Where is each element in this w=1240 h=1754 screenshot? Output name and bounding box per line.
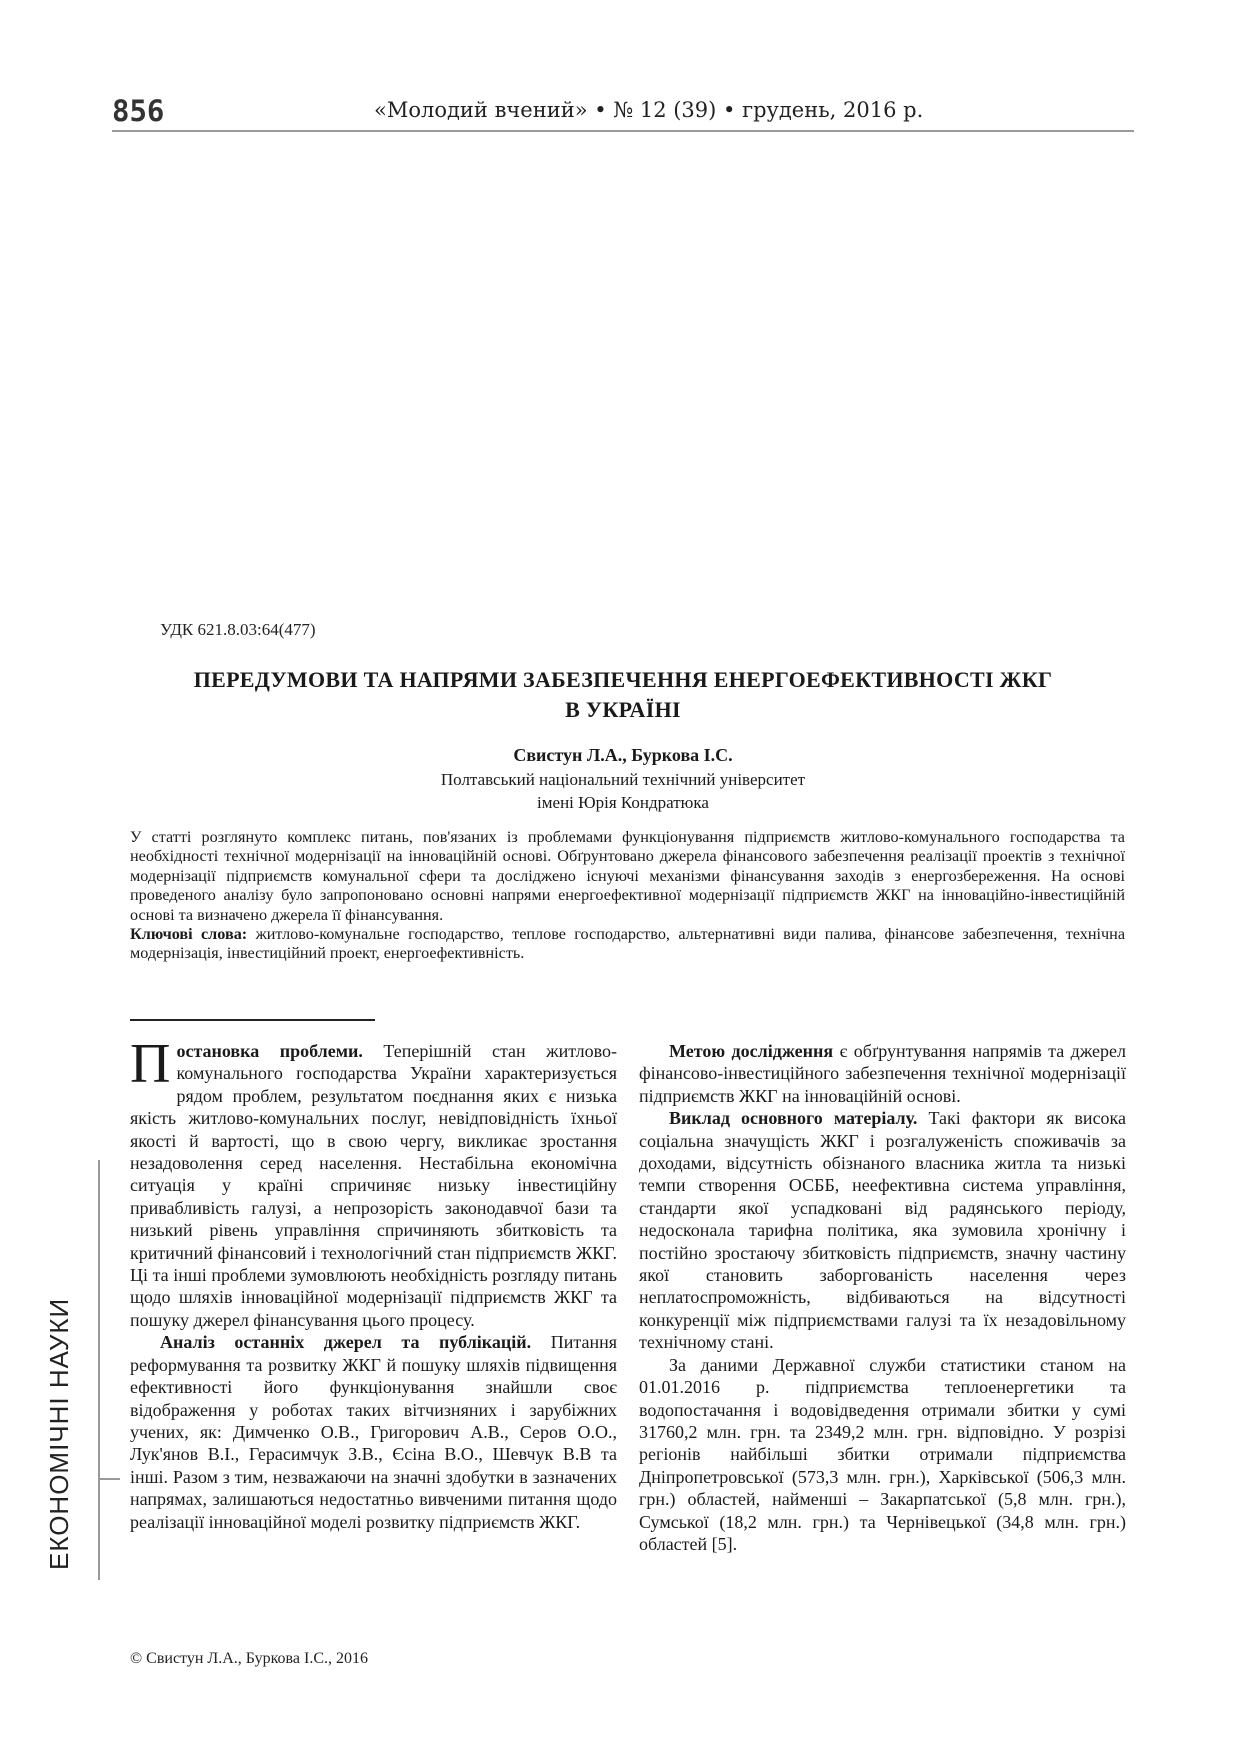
paragraph-text: є обґрунтування напрямів та джерел фінансово-інвестиційного забезпечення технічної модернізації підприємств ЖКГ на інноваційній основі.	[639, 1041, 1127, 1106]
section-label: ЕКОНОМІЧНІ НАУКИ	[44, 1297, 74, 1570]
udk-code: УДК 621.8.03:64(477)	[160, 620, 316, 639]
affiliation-line-2: імені Юрія Кондратюка	[537, 793, 709, 812]
paragraph-problem	[130, 1033, 617, 1331]
paragraph-literature	[130, 1331, 617, 1533]
paragraph-heading: остановка проблеми.	[176, 1041, 363, 1061]
affiliation-line-1: Полтавський національний технічний університет	[440, 770, 806, 789]
paragraph-text: Такі фактори як висока соціальна значущість ЖКГ і розгалуженість споживачів за доходами, відсутність обізнаного власника житла та низькі темпи створення ОСББ, неефективна система управління, стандарти якої успадковані від радянського періоду, недосконала тарифна політика, яка зумовила хронічну і постійно зростаючу збитковість підприємств, значну частину якої становить заборгованість населення через неплатоспроможність, відбиваються на відсутності конкуренції між підприємствами галузі та їх незадовільному технічному стані.	[639, 1108, 1127, 1353]
paragraph-aim	[639, 1040, 1126, 1107]
right-column	[639, 1040, 1126, 1555]
keywords-text: житлово-комунальне господарство, теплове господарство, альтернативні види палива, фінансове забезпечення, технічна модернізація, інвестиційний проект, енергоефективність.	[130, 925, 1126, 963]
paragraph-heading: Метою дослідження	[669, 1041, 834, 1061]
paragraph-heading: Виклад основного матеріалу.	[669, 1108, 918, 1129]
title-line-2: В УКРАЇНІ	[565, 697, 681, 722]
abstract-text: У статті розглянуто комплекс питань, пов'язаних із проблемами функціонування підприємств житлово-комунального господарства та необхідності технічної модернізації на інноваційній основі. Обґрунтовано джерела фінансового забезпечення реалізації проектів з технічної модернізації підприємств комунальної сфери та досліджено існуючі механізми фінансування заходів з енергозбереження. На основі проведеного аналізу було запропоновано основні напрями енергоефективної модернізації підприємств ЖКГ на інноваційно-інвестиційній основі та визначено джерела її фінансування.	[130, 828, 1125, 924]
paragraph-heading: Аналіз останніх джерел та публікацій.	[160, 1332, 532, 1353]
article-title	[112, 665, 1134, 725]
sidebar-line	[98, 1160, 100, 1580]
page-header	[112, 94, 1134, 132]
paragraph-main	[639, 1107, 1126, 1353]
affiliation	[112, 768, 1134, 814]
section-divider	[130, 1019, 375, 1021]
paragraph-text: Теперішній стан житлово-комунального господарства України характеризується рядом проблем, результатом поєднання яких є низька якість житлово-комунальних послуг, невідповідність їхньої якості й вартості, що в свою чергу, викликає зростання незадоволення серед населення. Нестабільна економічна ситуація у країні спричиняє низьку інвестиційну привабливість галузі, а непрозорість законодавчої бази та низький рівень управління спричиняють збитковість та критичний фінансовий і технологічний стан підприємств ЖКГ. Ці та інші проблеми зумовлюють необхідність розгляду питань щодо шляхів інноваційної модернізації підприємств ЖКГ та пошуку джерел фінансування цього процесу.	[130, 1041, 617, 1330]
authors: Свистун Л.А., Буркова І.С.	[513, 745, 733, 765]
title-line-1: ПЕРЕДУМОВИ ТА НАПРЯМИ ЗАБЕЗПЕЧЕННЯ ЕНЕРГОЕФЕКТИВНОСТІ ЖКГ	[193, 667, 1053, 692]
abstract	[130, 828, 1125, 964]
paragraph-statistics: За даними Державної служби статистики станом на 01.01.2016 р. підприємства теплоенергетики та водопостачання і водовідведення отримали збитки у сумі 31760,2 млн. грн. та 2349,2 млн. грн. відповідно. У розрізі регіонів найбільші збитки отримали підприємства Дніпропетровської (573,3 млн. грн.), Харківської (506,3 млн. грн.) областей, найменші – Закарпатської (5,8 млн. грн.), Сумської (18,2 млн. грн.) та Чернівецької (34,8 млн. грн.) областей [5].	[639, 1354, 1126, 1554]
keywords-label: Ключові слова:	[130, 925, 248, 944]
left-column	[130, 1033, 617, 1533]
page-number: 856	[112, 94, 165, 128]
drop-cap: П	[130, 1033, 171, 1095]
sidebar-tick	[98, 1478, 120, 1480]
journal-title: «Молодий вчений» • № 12 (39) • грудень, 2016 р.	[374, 98, 924, 122]
keywords	[130, 925, 1125, 964]
copyright: © Свистун Л.А., Буркова І.С., 2016	[130, 1650, 368, 1667]
paragraph-text: Питання реформування та розвитку ЖКГ й пошуку шляхів підвищення ефективності його функціонування знайшли своє відображення у роботах таких вітчизняних і зарубіжних учених, як: Димченко О.В., Григорович А.В., Серов О.О., Лук'янов В.І., Герасимчук З.В., Єсіна В.О., Шевчук В.В та інші. Разом з тим, незважаючи на значні здобутки в зазначених напрямах, залишаються недостатньо вивченими питання щодо реалізації інноваційної моделі розвитку підприємств ЖКГ.	[130, 1332, 617, 1532]
